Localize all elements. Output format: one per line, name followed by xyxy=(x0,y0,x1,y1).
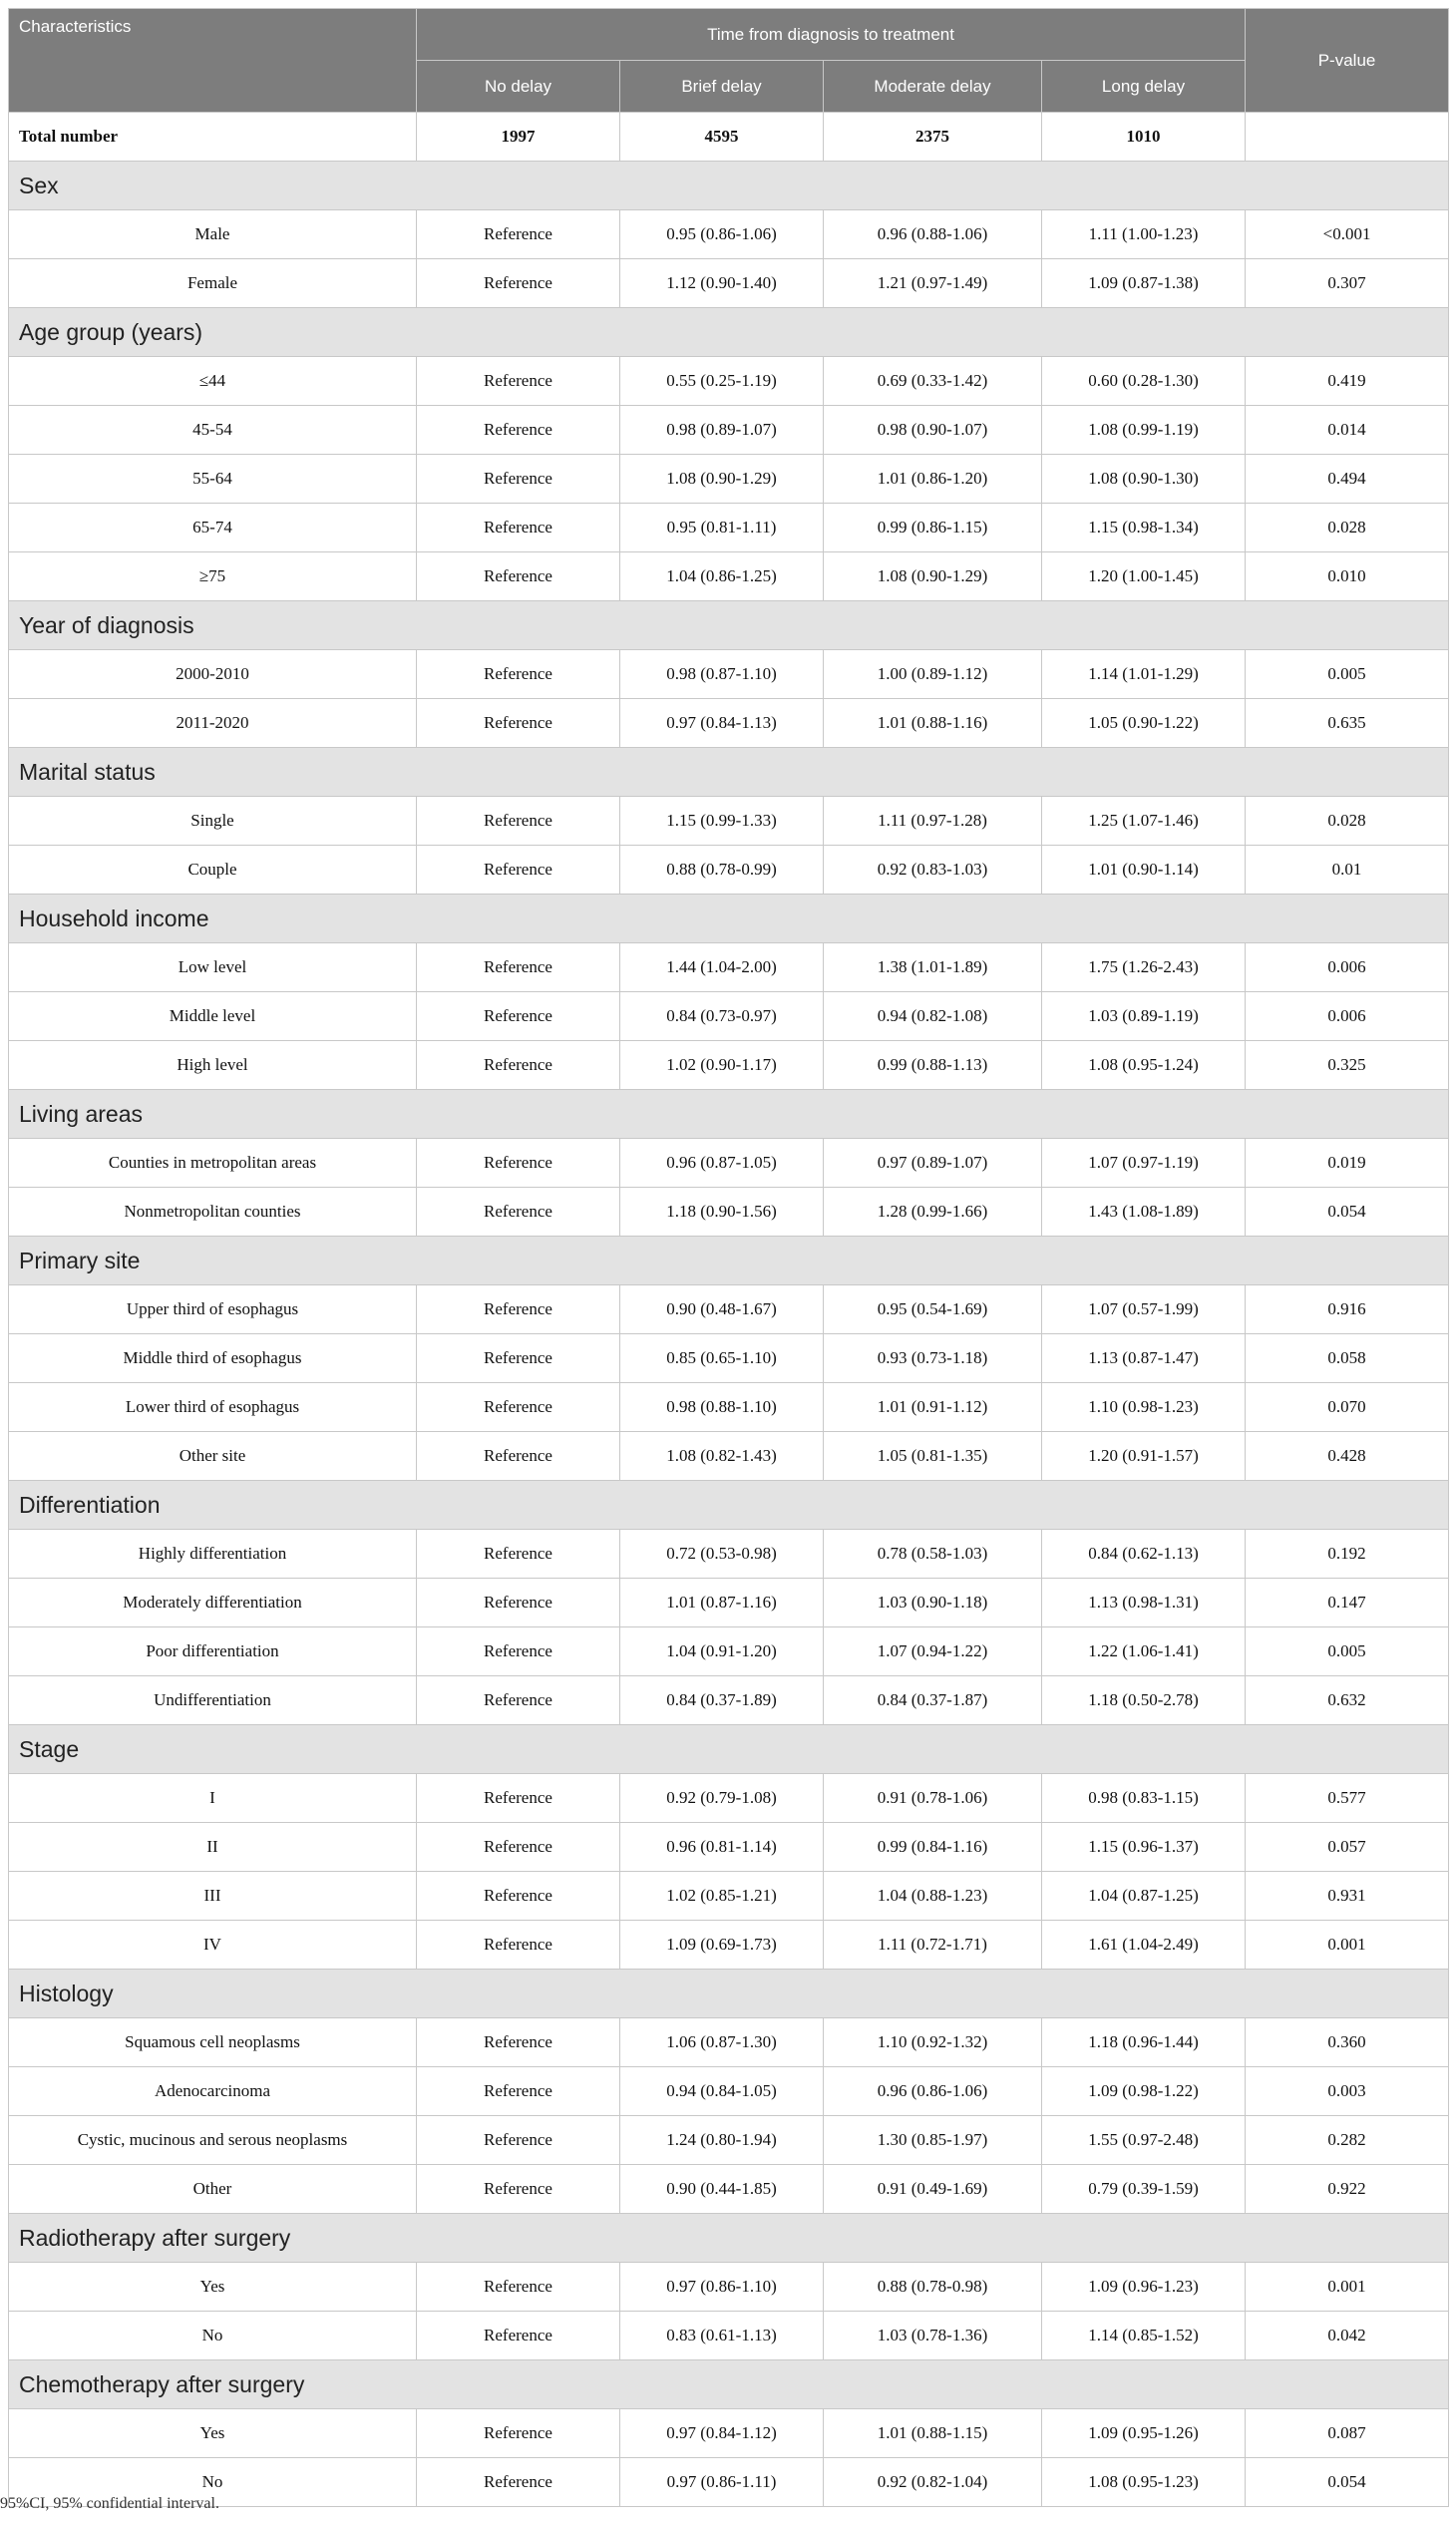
table-cell: Reference xyxy=(417,2312,620,2360)
table-cell: 0.83 (0.61-1.13) xyxy=(620,2312,824,2360)
total-value: 2375 xyxy=(824,113,1042,162)
p-value-cell: 0.494 xyxy=(1246,455,1449,504)
group-row xyxy=(9,2360,1449,2409)
table-cell: 1.09 (0.98-1.22) xyxy=(1042,2067,1246,2116)
p-value-cell: 0.147 xyxy=(1246,1579,1449,1627)
table-cell: 1.02 (0.90-1.17) xyxy=(620,1041,824,1090)
row-label: Nonmetropolitan counties xyxy=(9,1188,417,1237)
pvalue-header: P-value xyxy=(1246,9,1449,113)
row-label: Adenocarcinoma xyxy=(9,2067,417,2116)
table-row xyxy=(9,1774,1449,1823)
row-label: 2000-2010 xyxy=(9,650,417,699)
table-row xyxy=(9,1530,1449,1579)
table-cell: 0.84 (0.37-1.87) xyxy=(824,1676,1042,1725)
p-value-cell: 0.014 xyxy=(1246,406,1449,455)
group-title: Histology xyxy=(9,1970,1449,2018)
p-value-cell: 0.010 xyxy=(1246,552,1449,601)
table-cell: 1.03 (0.90-1.18) xyxy=(824,1579,1042,1627)
table-cell: Reference xyxy=(417,210,620,259)
column-header: Long delay xyxy=(1042,61,1246,113)
table-cell: 1.07 (0.57-1.99) xyxy=(1042,1285,1246,1334)
table-cell: Reference xyxy=(417,1383,620,1432)
table-cell: 0.88 (0.78-0.98) xyxy=(824,2263,1042,2312)
table-cell: Reference xyxy=(417,1774,620,1823)
row-label: Cystic, mucinous and serous neoplasms xyxy=(9,2116,417,2165)
row-label: Single xyxy=(9,797,417,846)
table-cell: Reference xyxy=(417,1139,620,1188)
table-cell: 1.20 (0.91-1.57) xyxy=(1042,1432,1246,1481)
total-value: 4595 xyxy=(620,113,824,162)
table-row xyxy=(9,943,1449,992)
table-cell: 1.08 (0.95-1.24) xyxy=(1042,1041,1246,1090)
row-label: Counties in metropolitan areas xyxy=(9,1139,417,1188)
table-cell: 1.01 (0.91-1.12) xyxy=(824,1383,1042,1432)
p-value-cell: 0.005 xyxy=(1246,650,1449,699)
table-cell: 0.55 (0.25-1.19) xyxy=(620,357,824,406)
table-cell: 0.98 (0.88-1.10) xyxy=(620,1383,824,1432)
table-cell: 1.01 (0.88-1.15) xyxy=(824,2409,1042,2458)
table-row xyxy=(9,504,1449,552)
table-cell: 1.20 (1.00-1.45) xyxy=(1042,552,1246,601)
row-label: Undifferentiation xyxy=(9,1676,417,1725)
table-cell: Reference xyxy=(417,1579,620,1627)
row-label: II xyxy=(9,1823,417,1872)
p-value-cell: 0.635 xyxy=(1246,699,1449,748)
table-cell: 1.21 (0.97-1.49) xyxy=(824,259,1042,308)
table-cell: 0.98 (0.89-1.07) xyxy=(620,406,824,455)
group-title: Radiotherapy after surgery xyxy=(9,2214,1449,2263)
table-cell: 0.98 (0.83-1.15) xyxy=(1042,1774,1246,1823)
row-label: Middle third of esophagus xyxy=(9,1334,417,1383)
group-row xyxy=(9,1481,1449,1530)
table-cell: 0.96 (0.88-1.06) xyxy=(824,210,1042,259)
table-row xyxy=(9,406,1449,455)
table-cell: 1.04 (0.86-1.25) xyxy=(620,552,824,601)
table-header xyxy=(9,9,1449,113)
table-row xyxy=(9,1188,1449,1237)
table-body xyxy=(9,113,1449,2507)
group-title: Differentiation xyxy=(9,1481,1449,1530)
time-group-header: Time from diagnosis to treatment xyxy=(417,9,1246,61)
table-cell: 1.18 (0.50-2.78) xyxy=(1042,1676,1246,1725)
p-value-cell: 0.028 xyxy=(1246,504,1449,552)
table-cell: 1.08 (0.99-1.19) xyxy=(1042,406,1246,455)
table-row xyxy=(9,992,1449,1041)
table-cell: 1.15 (0.98-1.34) xyxy=(1042,504,1246,552)
total-value-empty xyxy=(1246,113,1449,162)
table-cell: Reference xyxy=(417,2263,620,2312)
table-cell: Reference xyxy=(417,1872,620,1921)
table-cell: Reference xyxy=(417,1823,620,1872)
table-cell: Reference xyxy=(417,1627,620,1676)
table-cell: 1.09 (0.69-1.73) xyxy=(620,1921,824,1970)
table-cell: 1.04 (0.91-1.20) xyxy=(620,1627,824,1676)
table-cell: 0.95 (0.86-1.06) xyxy=(620,210,824,259)
table-cell: Reference xyxy=(417,504,620,552)
p-value-cell: 0.042 xyxy=(1246,2312,1449,2360)
table-row xyxy=(9,2067,1449,2116)
table-cell: 0.99 (0.84-1.16) xyxy=(824,1823,1042,1872)
characteristics-header: Characteristics xyxy=(9,9,417,113)
row-label: Lower third of esophagus xyxy=(9,1383,417,1432)
p-value-cell: 0.192 xyxy=(1246,1530,1449,1579)
table-cell: 1.08 (0.95-1.23) xyxy=(1042,2458,1246,2507)
p-value-cell: 0.006 xyxy=(1246,943,1449,992)
row-label: Middle level xyxy=(9,992,417,1041)
table-cell: 1.06 (0.87-1.30) xyxy=(620,2018,824,2067)
row-label: Yes xyxy=(9,2263,417,2312)
table-cell: 1.38 (1.01-1.89) xyxy=(824,943,1042,992)
table-cell: 1.09 (0.95-1.26) xyxy=(1042,2409,1246,2458)
table-row xyxy=(9,1285,1449,1334)
p-value-cell: 0.307 xyxy=(1246,259,1449,308)
table-cell: Reference xyxy=(417,2165,620,2214)
table-cell: 1.07 (0.94-1.22) xyxy=(824,1627,1042,1676)
p-value-cell: 0.057 xyxy=(1246,1823,1449,1872)
group-row xyxy=(9,1237,1449,1285)
table-cell: Reference xyxy=(417,2409,620,2458)
table-cell: Reference xyxy=(417,1432,620,1481)
table-cell: Reference xyxy=(417,357,620,406)
row-label: No xyxy=(9,2312,417,2360)
table-cell: 1.05 (0.81-1.35) xyxy=(824,1432,1042,1481)
table-row xyxy=(9,1432,1449,1481)
table-row xyxy=(9,1872,1449,1921)
table-cell: Reference xyxy=(417,455,620,504)
group-row xyxy=(9,1970,1449,2018)
table-row xyxy=(9,1041,1449,1090)
table-row xyxy=(9,2018,1449,2067)
table-cell: 1.43 (1.08-1.89) xyxy=(1042,1188,1246,1237)
table-cell: 1.18 (0.90-1.56) xyxy=(620,1188,824,1237)
table-cell: Reference xyxy=(417,797,620,846)
table-cell: Reference xyxy=(417,2018,620,2067)
table-cell: 1.30 (0.85-1.97) xyxy=(824,2116,1042,2165)
table-cell: 0.90 (0.44-1.85) xyxy=(620,2165,824,2214)
table-cell: 1.15 (0.99-1.33) xyxy=(620,797,824,846)
table-row xyxy=(9,846,1449,895)
p-value-cell: 0.005 xyxy=(1246,1627,1449,1676)
table-cell: 0.97 (0.86-1.10) xyxy=(620,2263,824,2312)
table-cell: 1.44 (1.04-2.00) xyxy=(620,943,824,992)
column-header: Brief delay xyxy=(620,61,824,113)
table-cell: 0.92 (0.82-1.04) xyxy=(824,2458,1042,2507)
group-title: Sex xyxy=(9,162,1449,210)
row-label: Highly differentiation xyxy=(9,1530,417,1579)
table-row xyxy=(9,259,1449,308)
table-cell: 0.99 (0.88-1.13) xyxy=(824,1041,1042,1090)
table-cell: Reference xyxy=(417,552,620,601)
table-row xyxy=(9,210,1449,259)
table-cell: 0.84 (0.37-1.89) xyxy=(620,1676,824,1725)
row-label: ≥75 xyxy=(9,552,417,601)
p-value-cell: 0.070 xyxy=(1246,1383,1449,1432)
table-cell: 0.96 (0.87-1.05) xyxy=(620,1139,824,1188)
group-title: Chemotherapy after surgery xyxy=(9,2360,1449,2409)
p-value-cell: 0.01 xyxy=(1246,846,1449,895)
group-row xyxy=(9,308,1449,357)
table-cell: Reference xyxy=(417,699,620,748)
table-cell: 0.96 (0.81-1.14) xyxy=(620,1823,824,1872)
table-cell: 1.24 (0.80-1.94) xyxy=(620,2116,824,2165)
table-cell: 1.14 (0.85-1.52) xyxy=(1042,2312,1246,2360)
row-label: Moderately differentiation xyxy=(9,1579,417,1627)
table-cell: 1.11 (1.00-1.23) xyxy=(1042,210,1246,259)
p-value-cell: 0.916 xyxy=(1246,1285,1449,1334)
table-row xyxy=(9,455,1449,504)
table-cell: Reference xyxy=(417,846,620,895)
table-cell: 0.69 (0.33-1.42) xyxy=(824,357,1042,406)
table-cell: 0.84 (0.73-0.97) xyxy=(620,992,824,1041)
table-cell: 1.28 (0.99-1.66) xyxy=(824,1188,1042,1237)
table-cell: 1.11 (0.72-1.71) xyxy=(824,1921,1042,1970)
table-row xyxy=(9,552,1449,601)
table-cell: 0.91 (0.78-1.06) xyxy=(824,1774,1042,1823)
table-cell: 1.14 (1.01-1.29) xyxy=(1042,650,1246,699)
group-title: Marital status xyxy=(9,748,1449,797)
total-value: 1997 xyxy=(417,113,620,162)
table-cell: 1.03 (0.89-1.19) xyxy=(1042,992,1246,1041)
table-cell: 1.01 (0.90-1.14) xyxy=(1042,846,1246,895)
table-cell: 1.01 (0.86-1.20) xyxy=(824,455,1042,504)
table-row xyxy=(9,2165,1449,2214)
table-cell: 0.94 (0.82-1.08) xyxy=(824,992,1042,1041)
p-value-cell: 0.087 xyxy=(1246,2409,1449,2458)
group-row xyxy=(9,162,1449,210)
table-cell: 1.08 (0.90-1.30) xyxy=(1042,455,1246,504)
table-cell: 1.07 (0.97-1.19) xyxy=(1042,1139,1246,1188)
row-label: 45-54 xyxy=(9,406,417,455)
table-cell: 0.84 (0.62-1.13) xyxy=(1042,1530,1246,1579)
group-title: Age group (years) xyxy=(9,308,1449,357)
table-cell: 0.72 (0.53-0.98) xyxy=(620,1530,824,1579)
table-row xyxy=(9,2312,1449,2360)
total-value: 1010 xyxy=(1042,113,1246,162)
group-title: Living areas xyxy=(9,1090,1449,1139)
p-value-cell: 0.058 xyxy=(1246,1334,1449,1383)
p-value-cell: 0.001 xyxy=(1246,1921,1449,1970)
table-row xyxy=(9,797,1449,846)
group-row xyxy=(9,1090,1449,1139)
table-cell: Reference xyxy=(417,2116,620,2165)
row-label: I xyxy=(9,1774,417,1823)
table-cell: 1.04 (0.88-1.23) xyxy=(824,1872,1042,1921)
column-header: No delay xyxy=(417,61,620,113)
table-cell: 0.92 (0.83-1.03) xyxy=(824,846,1042,895)
table-cell: Reference xyxy=(417,1676,620,1725)
table-cell: Reference xyxy=(417,992,620,1041)
table-row xyxy=(9,650,1449,699)
table-cell: 0.97 (0.84-1.12) xyxy=(620,2409,824,2458)
p-value-cell: <0.001 xyxy=(1246,210,1449,259)
table-cell: 0.97 (0.84-1.13) xyxy=(620,699,824,748)
table-cell: 1.08 (0.90-1.29) xyxy=(620,455,824,504)
row-label: Low level xyxy=(9,943,417,992)
table-cell: 0.99 (0.86-1.15) xyxy=(824,504,1042,552)
table-cell: 1.05 (0.90-1.22) xyxy=(1042,699,1246,748)
table-cell: 1.61 (1.04-2.49) xyxy=(1042,1921,1246,1970)
table-cell: 0.93 (0.73-1.18) xyxy=(824,1334,1042,1383)
table-cell: 1.08 (0.82-1.43) xyxy=(620,1432,824,1481)
row-label: No xyxy=(9,2458,417,2507)
table-cell: 1.01 (0.88-1.16) xyxy=(824,699,1042,748)
row-label: 55-64 xyxy=(9,455,417,504)
group-row xyxy=(9,748,1449,797)
table-row xyxy=(9,357,1449,406)
group-title: Primary site xyxy=(9,1237,1449,1285)
p-value-cell: 0.419 xyxy=(1246,357,1449,406)
table-row xyxy=(9,2263,1449,2312)
table-cell: 0.79 (0.39-1.59) xyxy=(1042,2165,1246,2214)
column-header: Moderate delay xyxy=(824,61,1042,113)
group-row xyxy=(9,895,1449,943)
table-cell: 0.97 (0.86-1.11) xyxy=(620,2458,824,2507)
row-label: III xyxy=(9,1872,417,1921)
table-cell: 0.97 (0.89-1.07) xyxy=(824,1139,1042,1188)
p-value-cell: 0.003 xyxy=(1246,2067,1449,2116)
table-cell: 0.92 (0.79-1.08) xyxy=(620,1774,824,1823)
table-cell: Reference xyxy=(417,1188,620,1237)
row-label: Yes xyxy=(9,2409,417,2458)
table-cell: Reference xyxy=(417,1041,620,1090)
group-row xyxy=(9,1725,1449,1774)
group-title: Stage xyxy=(9,1725,1449,1774)
table-cell: 0.94 (0.84-1.05) xyxy=(620,2067,824,2116)
table-cell: 0.95 (0.81-1.11) xyxy=(620,504,824,552)
table-cell: 1.22 (1.06-1.41) xyxy=(1042,1627,1246,1676)
results-table xyxy=(8,8,1449,2507)
table-row xyxy=(9,1921,1449,1970)
table-cell: 1.25 (1.07-1.46) xyxy=(1042,797,1246,846)
p-value-cell: 0.931 xyxy=(1246,1872,1449,1921)
table-cell: 0.90 (0.48-1.67) xyxy=(620,1285,824,1334)
table-cell: Reference xyxy=(417,1530,620,1579)
table-cell: 1.09 (0.87-1.38) xyxy=(1042,259,1246,308)
p-value-cell: 0.054 xyxy=(1246,1188,1449,1237)
p-value-cell: 0.428 xyxy=(1246,1432,1449,1481)
table-cell: Reference xyxy=(417,943,620,992)
table-cell: 1.04 (0.87-1.25) xyxy=(1042,1872,1246,1921)
table-row xyxy=(9,1139,1449,1188)
row-label: Female xyxy=(9,259,417,308)
table-cell: Reference xyxy=(417,1285,620,1334)
table-cell: 0.91 (0.49-1.69) xyxy=(824,2165,1042,2214)
table-row xyxy=(9,1579,1449,1627)
table-cell: Reference xyxy=(417,2458,620,2507)
table-cell: 0.78 (0.58-1.03) xyxy=(824,1530,1042,1579)
table-cell: 1.01 (0.87-1.16) xyxy=(620,1579,824,1627)
row-label: Other site xyxy=(9,1432,417,1481)
table-cell: 0.98 (0.87-1.10) xyxy=(620,650,824,699)
group-row xyxy=(9,2214,1449,2263)
p-value-cell: 0.054 xyxy=(1246,2458,1449,2507)
table-cell: Reference xyxy=(417,259,620,308)
row-label: Squamous cell neoplasms xyxy=(9,2018,417,2067)
table-cell: 0.96 (0.86-1.06) xyxy=(824,2067,1042,2116)
table-cell: 1.10 (0.98-1.23) xyxy=(1042,1383,1246,1432)
total-label: Total number xyxy=(9,113,417,162)
table-row xyxy=(9,2116,1449,2165)
table-row xyxy=(9,1383,1449,1432)
row-label: 2011-2020 xyxy=(9,699,417,748)
table-row xyxy=(9,2409,1449,2458)
table-row xyxy=(9,1676,1449,1725)
table-cell: 0.88 (0.78-0.99) xyxy=(620,846,824,895)
table-row xyxy=(9,699,1449,748)
table-cell: 0.85 (0.65-1.10) xyxy=(620,1334,824,1383)
table-cell: 1.12 (0.90-1.40) xyxy=(620,259,824,308)
table-row xyxy=(9,1334,1449,1383)
row-label: High level xyxy=(9,1041,417,1090)
row-label: Couple xyxy=(9,846,417,895)
table-cell: 0.95 (0.54-1.69) xyxy=(824,1285,1042,1334)
table-cell: 1.02 (0.85-1.21) xyxy=(620,1872,824,1921)
table-cell: 1.11 (0.97-1.28) xyxy=(824,797,1042,846)
p-value-cell: 0.006 xyxy=(1246,992,1449,1041)
table-cell: Reference xyxy=(417,1334,620,1383)
p-value-cell: 0.632 xyxy=(1246,1676,1449,1725)
p-value-cell: 0.028 xyxy=(1246,797,1449,846)
row-label: Male xyxy=(9,210,417,259)
table-cell: 1.18 (0.96-1.44) xyxy=(1042,2018,1246,2067)
table-row xyxy=(9,1627,1449,1676)
row-label: Poor differentiation xyxy=(9,1627,417,1676)
table-row xyxy=(9,2458,1449,2507)
p-value-cell: 0.282 xyxy=(1246,2116,1449,2165)
row-label: ≤44 xyxy=(9,357,417,406)
p-value-cell: 0.577 xyxy=(1246,1774,1449,1823)
table-cell: 1.10 (0.92-1.32) xyxy=(824,2018,1042,2067)
table-cell: 1.75 (1.26-2.43) xyxy=(1042,943,1246,992)
p-value-cell: 0.019 xyxy=(1246,1139,1449,1188)
table-cell: Reference xyxy=(417,406,620,455)
p-value-cell: 0.001 xyxy=(1246,2263,1449,2312)
table-cell: 1.03 (0.78-1.36) xyxy=(824,2312,1042,2360)
row-label: Upper third of esophagus xyxy=(9,1285,417,1334)
row-label: 65-74 xyxy=(9,504,417,552)
table-cell: 1.08 (0.90-1.29) xyxy=(824,552,1042,601)
total-row xyxy=(9,113,1449,162)
table-cell: 1.15 (0.96-1.37) xyxy=(1042,1823,1246,1872)
table-cell: Reference xyxy=(417,1921,620,1970)
table-cell: Reference xyxy=(417,2067,620,2116)
table-cell: 1.00 (0.89-1.12) xyxy=(824,650,1042,699)
p-value-cell: 0.325 xyxy=(1246,1041,1449,1090)
table-cell: 1.09 (0.96-1.23) xyxy=(1042,2263,1246,2312)
row-label: Other xyxy=(9,2165,417,2214)
group-title: Year of diagnosis xyxy=(9,601,1449,650)
table-cell: 0.60 (0.28-1.30) xyxy=(1042,357,1246,406)
footnote: 95%CI, 95% confidential interval. xyxy=(0,2495,219,2512)
p-value-cell: 0.922 xyxy=(1246,2165,1449,2214)
table-cell: 1.13 (0.87-1.47) xyxy=(1042,1334,1246,1383)
table-cell: 1.55 (0.97-2.48) xyxy=(1042,2116,1246,2165)
table-row xyxy=(9,1823,1449,1872)
table-cell: 1.13 (0.98-1.31) xyxy=(1042,1579,1246,1627)
table-cell: Reference xyxy=(417,650,620,699)
group-row xyxy=(9,601,1449,650)
p-value-cell: 0.360 xyxy=(1246,2018,1449,2067)
row-label: IV xyxy=(9,1921,417,1970)
table-cell: 0.98 (0.90-1.07) xyxy=(824,406,1042,455)
group-title: Household income xyxy=(9,895,1449,943)
